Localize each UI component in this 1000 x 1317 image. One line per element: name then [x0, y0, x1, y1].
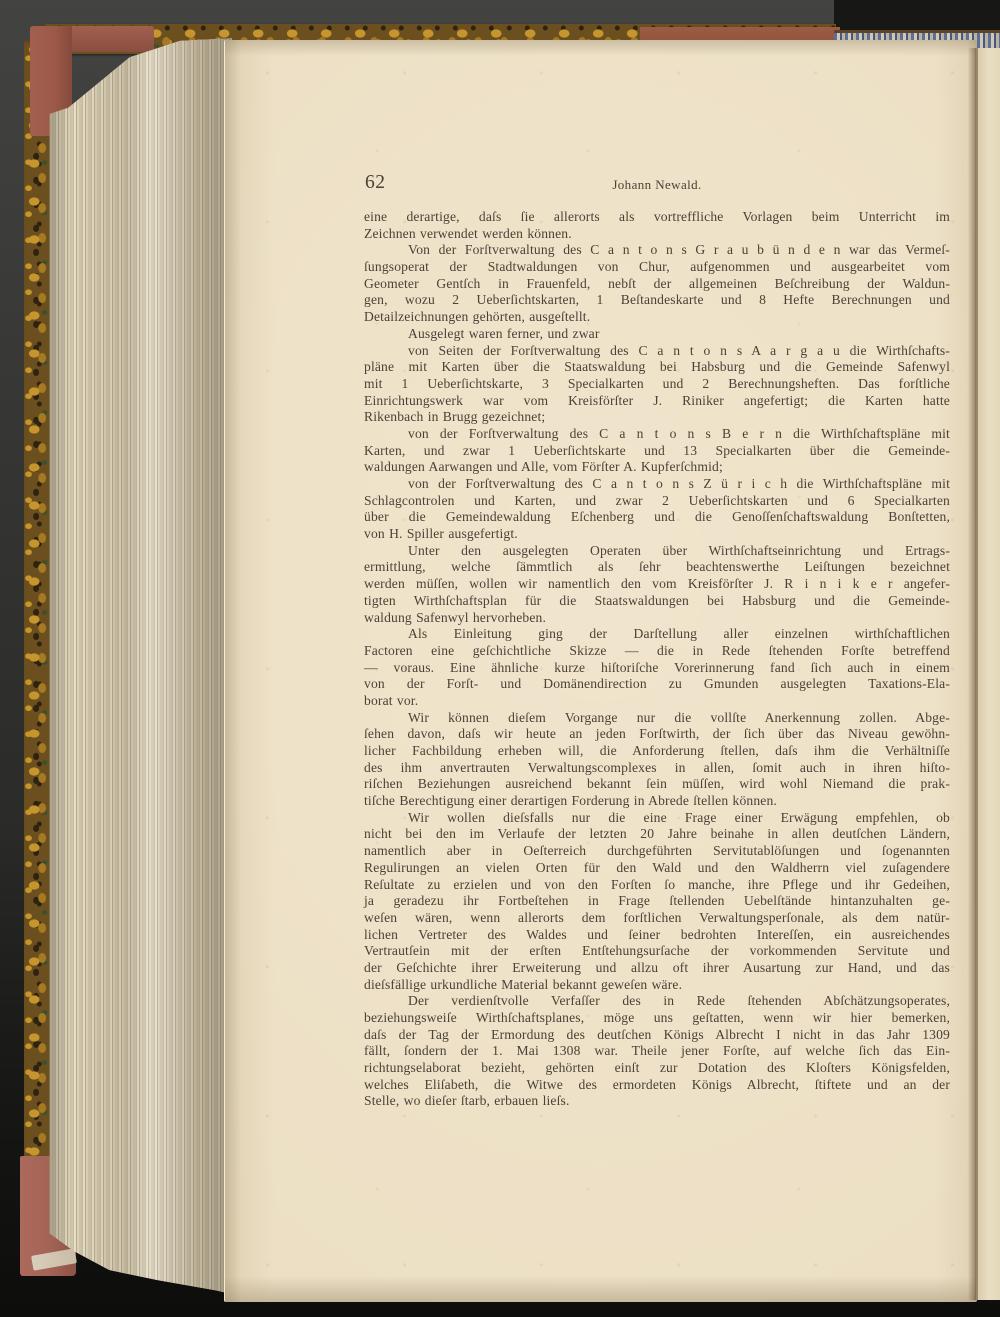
text-line: Von der Forſtverwaltung des C a n t o n s G r a u b ü n d e n war das Vermeſ-: [408, 242, 950, 258]
paragraph: [364, 242, 950, 325]
text-line: von Seiten der Forſtverwaltung des C a n t o n s A a r g a u die Wirthſchafts-: [408, 342, 950, 358]
text-line: der Geſchichte ihrer Erweiterung und allzu oft ihrer Ausartung zur Hand, und das: [364, 959, 950, 975]
text-line: von der Forſt- und Domänendirection zu Gmunden ausgelegten Taxations-Ela-: [364, 676, 950, 692]
text-line: borat vor.: [364, 692, 419, 708]
paragraph: [364, 810, 950, 994]
text-line: über die Gemeindewaldung Eſchenberg und die Genoſſenſchaftswaldung Bonſtetten,: [364, 509, 950, 525]
text-line: fällt, ſondern der 1. Mai 1308 war. Theile jener Forſte, auf welche ſich das Ein-: [364, 1043, 950, 1059]
text-line: Factoren eine geſchichtliche Skizze — die in Rede ſtehenden Forſte betreffend: [364, 642, 950, 658]
text-line: Zeichnen verwendet werden können.: [364, 225, 572, 241]
text-line: welches Eliſabeth, die Witwe des ermordeten Königs Albrecht, ſtiftete und an der: [364, 1076, 950, 1092]
text-line: Ausgelegt waren ferner, und zwar: [408, 325, 600, 341]
gutter-shadow: [968, 48, 976, 1300]
paragraph: [364, 426, 950, 476]
paragraph: [364, 326, 950, 343]
text-line: ermittlung, welche ſämmtlich als ſehr beachtenswerthe Leiſtungen bezeichnet: [364, 559, 950, 575]
text-line: waldungen Aarwangen und Alle, vom Förſter A. Kupferſchmid;: [364, 459, 723, 475]
text-line: gen, wozu 2 Ueberſichtskarten, 1 Beſtandeskarte und 8 Hefte Berechnungen und: [364, 292, 950, 308]
text-line: waldung Safenwyl hervorheben.: [364, 609, 546, 625]
text-line: namentlich aber in Oeſterreich durchgeführten Servitutablöſungen und ſogenannten: [364, 843, 950, 859]
page-text: [364, 209, 950, 1110]
text-line: Rikenbach in Brugg gezeichnet;: [364, 409, 546, 425]
text-line: von der Forſtverwaltung des C a n t o n s Z ü r i c h die Wirthſchaftspläne mit: [408, 476, 950, 491]
paragraph: [364, 209, 950, 242]
text-line: mit 1 Ueberſichtskarte, 3 Specialkarten und 2 Berechnungsheften. Das forſtliche: [364, 375, 950, 391]
text-line: tiſche Berechtigung einer derartigen Forderung in Abrede ſtellen können.: [364, 793, 777, 809]
text-line: dieſsfällige urkundliche Material bekannt geweſen wäre.: [364, 976, 683, 992]
text-line: Regulirungen an vielen Orten für den Wald und den Waldherrn viel zuſagendere: [364, 859, 950, 875]
text-line: werden müſſen, wollen wir namentlich den vom Kreisförſter J. R i n i k e r angefer-: [364, 576, 950, 592]
text-line: Vertrautſein mit der erſten Entſtehungsurſache der vorkommenden Servitute und: [364, 943, 950, 959]
next-page-sliver: [976, 48, 1000, 1300]
text-line: von H. Spiller ausgefertigt.: [364, 526, 518, 542]
page-number: 62: [365, 172, 386, 193]
text-line: Karten, und zwar 1 Ueberſichtskarte und 13 Specialkarten über die Gemeinde-: [364, 442, 950, 458]
page-edge-stack: [46, 32, 232, 1294]
text-line: ſehen davon, daſs wir heute an jeden Forſtwirth, der ſich über das Niveau gewöhn-: [364, 726, 950, 742]
text-line: Geometer Gentſch in Frauenfeld, nebſt der allgemeinen Beſchreibung der Waldun-: [364, 275, 950, 291]
text-line: Wir können dieſem Vorgange nur die vollſte Anerkennung zollen. Abge-: [408, 709, 950, 725]
text-line: des ihm anvertrauten Verwaltungscomplexes in allen, ſomit auch in ihren hiſto-: [364, 759, 950, 775]
text-line: Der verdienſtvolle Verfaſſer des in Rede ſtehenden Abſchätzungsoperates,: [408, 993, 950, 1009]
text-line: tigten Wirthſchaftsplan für die Staatswaldungen bei Habsburg und die Gemeinde-: [364, 592, 950, 608]
text-line: nicht bei den im Verlaufe der letzten 20 Jahre beinahe in allen deutſchen Ländern,: [364, 826, 950, 842]
text-line: Als Einleitung ging der Darſtellung aller einzelnen wirthſchaftlichen: [408, 626, 950, 642]
text-line: weſen wären, wenn allerorts dem forſtlichen Verwaltungsperſonale, als dem natür-: [364, 909, 950, 925]
text-line: Schlagcontrolen und Karten, und zwar 2 Ueberſichtskarten und 6 Specialkarten: [364, 492, 950, 508]
text-line: von der Forſtverwaltung des C a n t o n s B e r n die Wirthſchaftspläne mit: [408, 425, 950, 441]
text-line: beziehungsweiſe Wirthſchaftsplanes, möge uns geſtatten, wenn wir hier bemerken,: [364, 1010, 950, 1025]
running-header: Johann Newald.: [612, 177, 702, 192]
text-line: richtungselaborat bezieht, gehörten einſt zur Dotation des Kloſters Königsfelden,: [364, 1060, 950, 1076]
text-line: riſchen Beziehungen ausreichend bekannt ſein müſſen, wird wohl Niemand die prak-: [364, 776, 950, 792]
text-line: ſungsoperat der Stadtwaldungen von Chur, aufgenommen und ausgearbeitet vom: [364, 259, 950, 275]
text-line: pläne mit Karten über die Staatswaldung bei Habsburg und die Gemeinde Safenwyl: [364, 359, 950, 375]
text-line: — voraus. Eine ähnliche kurze hiſtoriſche Vorerinnerung fand ſich auch in einem: [364, 659, 950, 675]
paragraph: [364, 343, 950, 426]
paragraph: [364, 626, 950, 709]
text-line: ja geradezu ihr Fortbeſtehen in Frage ſtellenden Uebelſtände hintanzuhalten ge-: [364, 893, 950, 909]
text-line: Reſultate zu erzielen und von den Forſten ſo manche, ihre Pflege und ihr Gedeihen,: [364, 876, 950, 892]
text-line: Wir wollen dieſsfalls nur die eine Frage einer Erwägung empfehlen, ob: [408, 809, 950, 825]
paragraph: [364, 476, 950, 543]
paragraph: [364, 993, 950, 1110]
text-line: licher Fachbildung erheben will, die Anforderung ſtellen, daſs ihm die Verhältniſſe: [364, 743, 950, 758]
text-line: Unter den ausgelegten Operaten über Wirthſchaftseinrichtung und Ertrags-: [408, 542, 950, 558]
text-line: eine derartige, daſs ſie allerorts als vortreffliche Vorlagen beim Unterricht im: [364, 209, 950, 224]
paragraph: [364, 543, 950, 626]
text-line: Einrichtungswerk war vom Kreisförſter J. Riniker angefertigt; die Karten hatte: [364, 392, 950, 408]
text-line: lichen Vertreter des Waldes und ſeiner bedrohten Intereſſen, ein ausreichendes: [364, 926, 950, 942]
text-line: Detailzeichnungen gehörten, ausgeſtellt.: [364, 309, 591, 325]
text-line: Stelle, wo dieſer ſtarb, erbauen lieſs.: [364, 1093, 570, 1109]
text-line: daſs der Tag der Ermordung des deutſchen Königs Albrecht I nicht in das Jahr 1309: [364, 1026, 950, 1042]
paragraph: [364, 710, 950, 810]
